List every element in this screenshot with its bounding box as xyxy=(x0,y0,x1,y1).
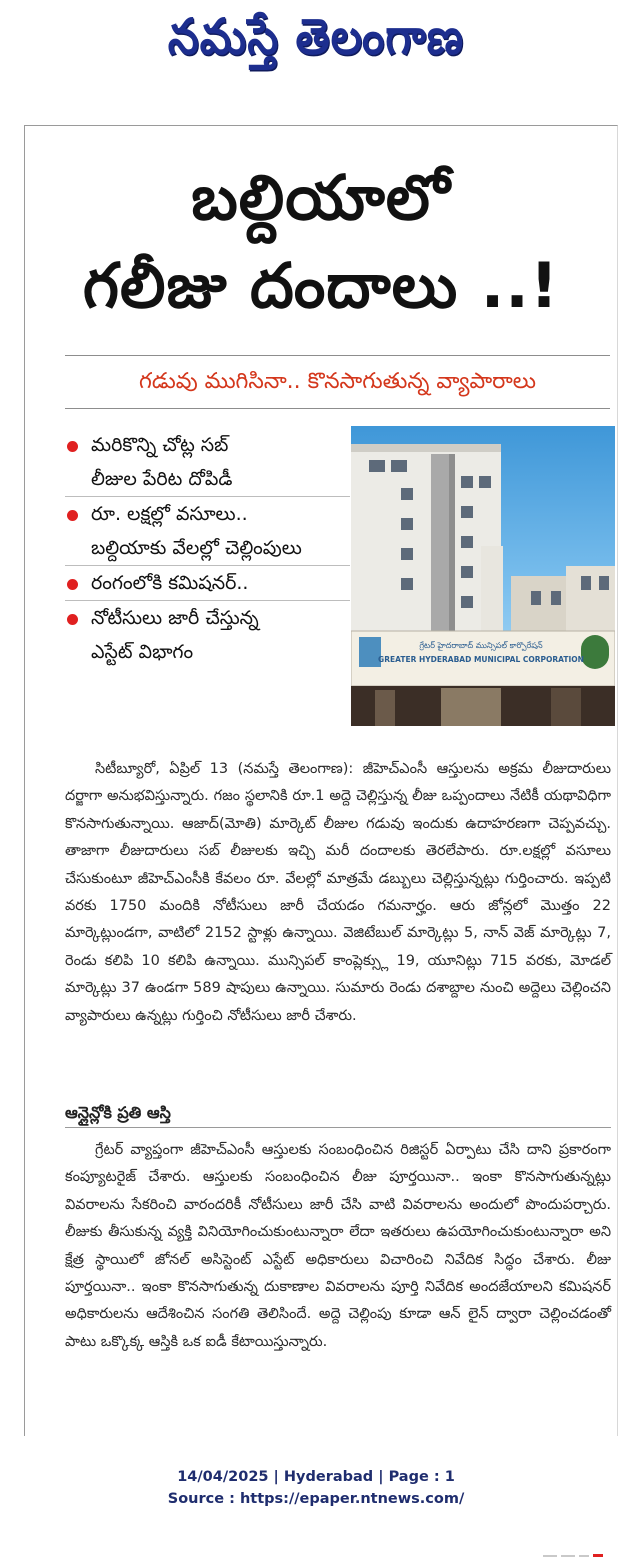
highlight-item xyxy=(65,601,350,669)
building-illustration xyxy=(351,426,615,726)
newspaper-logo: నమస్తే తెలంగాణ xyxy=(167,8,465,66)
footer-source: Source : https://epaper.ntnews.com/ xyxy=(167,1491,465,1507)
highlight-line: మరికొన్ని చోట్ల సబ్ xyxy=(91,434,229,456)
red-bullet-icon xyxy=(67,614,78,625)
body-paragraph: గ్రేటర్ వ్యాప్తంగా జీహెచ్ఎంసీ ఆస్తులకు సంబంధించిన రిజిస్టర్ ఏర్పాటు చేసి దాని ప్రకారంగా కంప్యూటరైజ్ చేశారు. ఆస్తులకు సంబంధించిన లీజు పూర్తయినా.. ఇంకా కొనసాగుతున్నట్లు వివరాలను సేకరించి వారందరికీ నోటీసులు జారీ చేసి వాటి వివరాలను అందులో పొందుపర్చారు. లీజుకు తీసుకున్న వ్యక్తి వినియోగించుకుంటున్నారా లేదా ఇతరులు ఉపయోగించుకుంటున్నారా అని క్షేత్ర స్థాయిలో జోనల్ అసిస్టెంట్ ఎస్టేట్ అధికారులు విచారించి నివేదిక సిద్ధం చేశారు. లీజు పూర్తయినా.. ఇంకా కొనసాగుతున్న దుకాణాల వివరాలను పూర్తి నివేదిక అందజేయాలని కమిషనర్ అధికారులను ఆదేశించిన సంగతి తెలిసిందే. అద్దె చెల్లింపు కూడా ఆన్ లైన్ ద్వారా చెల్లించడంతో పాటు ఒక్కొక్క ఆస్తికి ఒక ఐడీ కేటాయిస్తున్నారు. xyxy=(65,1142,611,1350)
highlight-line: బల్దియాకు వేలల్లో చెల్లింపులు xyxy=(91,537,302,559)
red-bullet-icon xyxy=(67,579,78,590)
subhead: గడువు ముగిసినా.. కొనసాగుతున్న వ్యాపారాలు xyxy=(139,369,536,394)
subhead-rule-bottom xyxy=(65,408,610,409)
highlight-item xyxy=(65,566,350,601)
highlight-line: నోటీసులు జారీ చేస్తున్న xyxy=(91,607,259,629)
highlight-line: ఎస్టేట్ విభాగం xyxy=(91,641,194,663)
highlight-item xyxy=(65,497,350,566)
highlights-list xyxy=(65,428,350,669)
subhead-rule-top xyxy=(65,355,610,356)
highlight-item xyxy=(65,428,350,497)
article-body-2 xyxy=(65,1137,611,1356)
ghmc-building-photo xyxy=(351,426,615,726)
red-bullet-icon xyxy=(67,510,78,521)
article-body-1 xyxy=(65,756,611,1030)
footer-date-page: 14/04/2025 | Hyderabad | Page : 1 xyxy=(177,1469,455,1485)
highlight-line: రంగంలోకి కమిషనర్.. xyxy=(91,572,249,594)
body-paragraph: సిటీబ్యూరో, ఏప్రిల్ 13 (నమస్తే తెలంగాణ): జీహెచ్ఎంసీ ఆస్తులను అక్రమ లీజుదారులు దర్జాగా అనుభవిస్తున్నారు. గజం స్థలానికి రూ.1 అద్దె చెల్లిస్తున్న లీజు ఒప్పందాలు నేటికీ యథావిధిగా కొనసాగుతున్నాయి. ఆజాద్(మోతి) మార్కెట్ లీజుల గడువు ఇందుకు ఉదాహరణగా చెప్పవచ్చు. తాజాగా లీజుదారులు సబ్ లీజులకు ఇచ్చి మరీ దందాలకు తెరలేపారు. రూ.లక్షల్లో వసూలు చేసుకుంటూ జీహెచ్ఎంసీకి కేవలం రూ. వేలల్లో మాత్రమే డబ్బులు చెల్లిస్తున్నట్లు గుర్తించారు. ఇప్పటి వరకు 1750 మందికి నోటీసులు జారీ చేయడం గమనార్హం. ఆరు జోన్లలో మొత్తం 22 మార్కెట్లుండగా, వాటిలో 2152 స్టాళ్లు ఉన్నాయి. వెజిటేబుల్ మార్కెట్లు 5, నాన్ వెజ్ మార్కెట్లు 7, రెండు కలిపి 10 కలిపి ఉన్నాయి. మున్సిపల్ కాంప్లెక్స్లు 19, యూనిట్లు 715 వరకు, మోడల్ మార్కెట్లు 37 ఉండగా 589 షాపులు ఉన్నాయి. సుమారు రెండు దశాబ్దాల నుంచి అద్దెలు చెల్లించని వ్యాపారులు ఉన్నట్లు గుర్తించి నోటీసులు జారీ చేశారు. xyxy=(65,761,611,1024)
article-clipping xyxy=(24,125,618,1436)
masthead xyxy=(0,0,632,78)
section-heading: ఆన్లైన్లోకి ప్రతి ఆస్తి xyxy=(65,1099,611,1128)
sign-english: GREATER HYDERABAD MUNICIPAL CORPORATION xyxy=(378,655,584,664)
page-footer xyxy=(0,1466,632,1510)
red-bullet-icon xyxy=(67,441,78,452)
highlight-line: రూ. లక్షల్లో వసూలు.. xyxy=(91,503,248,525)
headline-line-1: బల్దియాలో xyxy=(191,161,451,234)
sign-telugu: గ్రేటర్ హైదరాబాద్ మున్సిపల్ కార్పొరేషన్ xyxy=(419,641,543,650)
headline xyxy=(25,154,617,330)
highlight-line: లీజుల పేరిట దోపిడీ xyxy=(91,468,233,490)
headline-line-2: గలీజు దందాలు ..! xyxy=(82,249,560,322)
decorative-dashes xyxy=(543,1554,603,1558)
